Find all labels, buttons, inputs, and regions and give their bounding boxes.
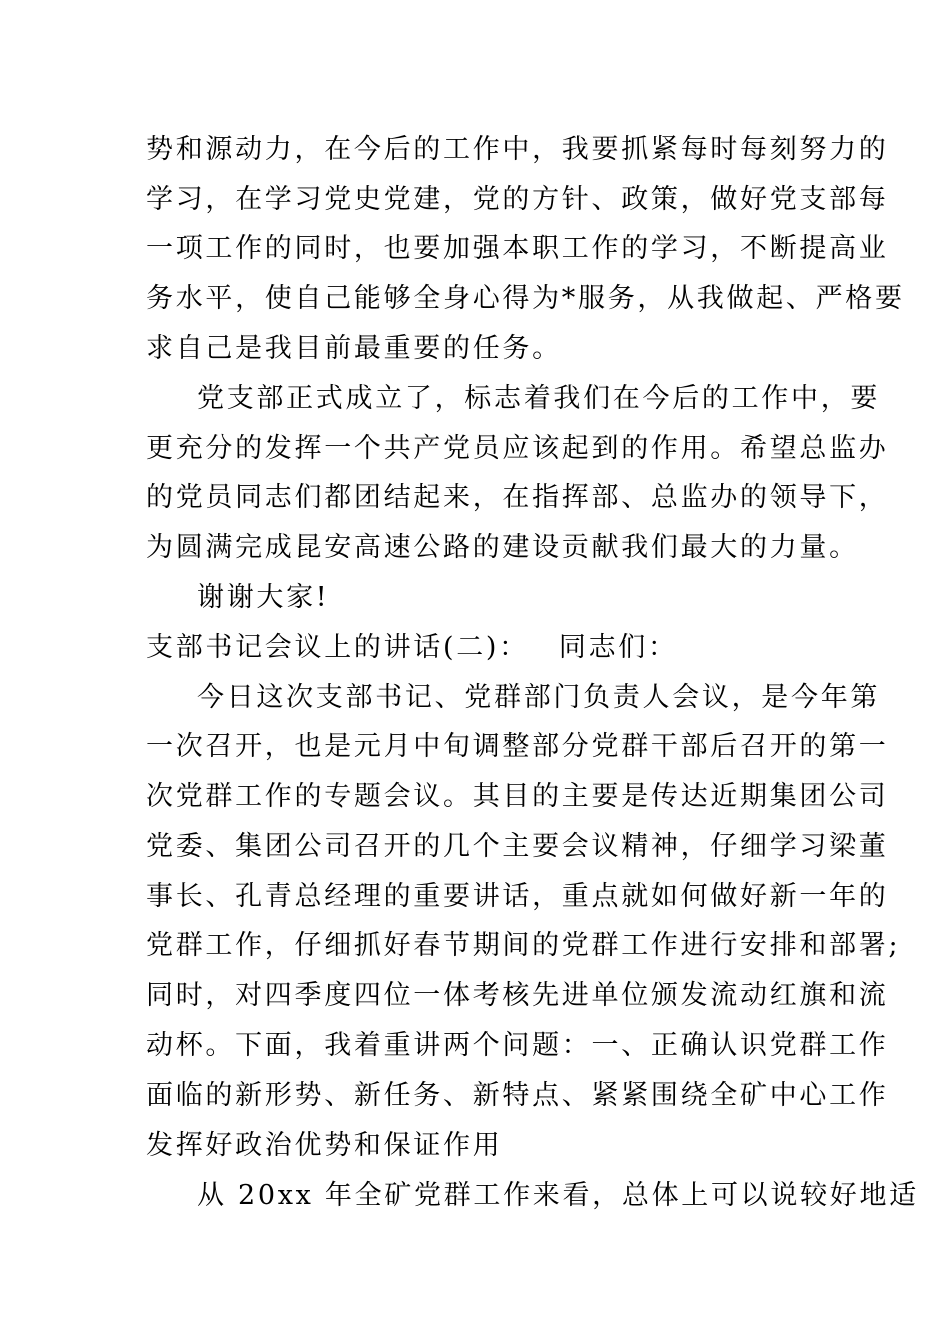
text-line: 为圆满完成昆安高速公路的建设贡献我们最大的力量。 — [146, 532, 859, 563]
text-line: 事长、孔青总经理的重要讲话，重点就如何做好新一年的 — [146, 881, 889, 912]
salutation: 同志们： — [558, 632, 678, 663]
text-line: 务水平，使自己能够全身心得为*服务，从我做起、严格要 — [146, 283, 905, 314]
text-line: 的党员同志们都团结起来，在指挥部、总监办的领导下， — [146, 482, 889, 513]
section-heading-line — [146, 634, 678, 661]
text-line: 同时，对四季度四位一体考核先进单位颁发流动红旗和流 — [146, 980, 889, 1011]
closing-line: 谢谢大家! — [197, 582, 330, 613]
text-line: 学习，在学习党史党建，党的方针、政策，做好党支部每 — [146, 184, 889, 215]
paragraph-first-line: 党支部正式成立了，标志着我们在今后的工作中，要 — [197, 383, 881, 414]
text-line: 次党群工作的专题会议。其目的主要是传达近期集团公司 — [146, 781, 889, 812]
text-line: 面临的新形势、新任务、新特点、紧紧围绕全矿中心工作 — [146, 1080, 889, 1111]
text-line: 党群工作，仔细抓好春节期间的党群工作进行安排和部署; — [146, 930, 901, 961]
text-line: 势和源动力，在今后的工作中，我要抓紧每时每刻努力的 — [146, 134, 889, 165]
text-line: 发挥好政治优势和保证作用 — [146, 1130, 503, 1161]
text-line: 一次召开，也是元月中旬调整部分党群干部后召开的第一 — [146, 731, 889, 762]
text-line: 动杯。下面，我着重讲两个问题：一、正确认识党群工作 — [146, 1030, 889, 1061]
paragraph-first-line: 从 20xx 年全矿党群工作来看，总体上可以说较好地适 — [197, 1180, 919, 1211]
section-heading: 支部书记会议上的讲话(二)： — [146, 632, 529, 663]
paragraph-first-line: 今日这次支部书记、党群部门负责人会议，是今年第 — [197, 682, 881, 713]
text-line: 更充分的发挥一个共产党员应该起到的作用。希望总监办 — [146, 433, 889, 464]
text-line: 党委、集团公司召开的几个主要会议精神，仔细学习梁董 — [146, 831, 889, 862]
text-line: 求自己是我目前最重要的任务。 — [146, 333, 562, 364]
text-line: 一项工作的同时，也要加强本职工作的学习，不断提高业 — [146, 233, 889, 264]
